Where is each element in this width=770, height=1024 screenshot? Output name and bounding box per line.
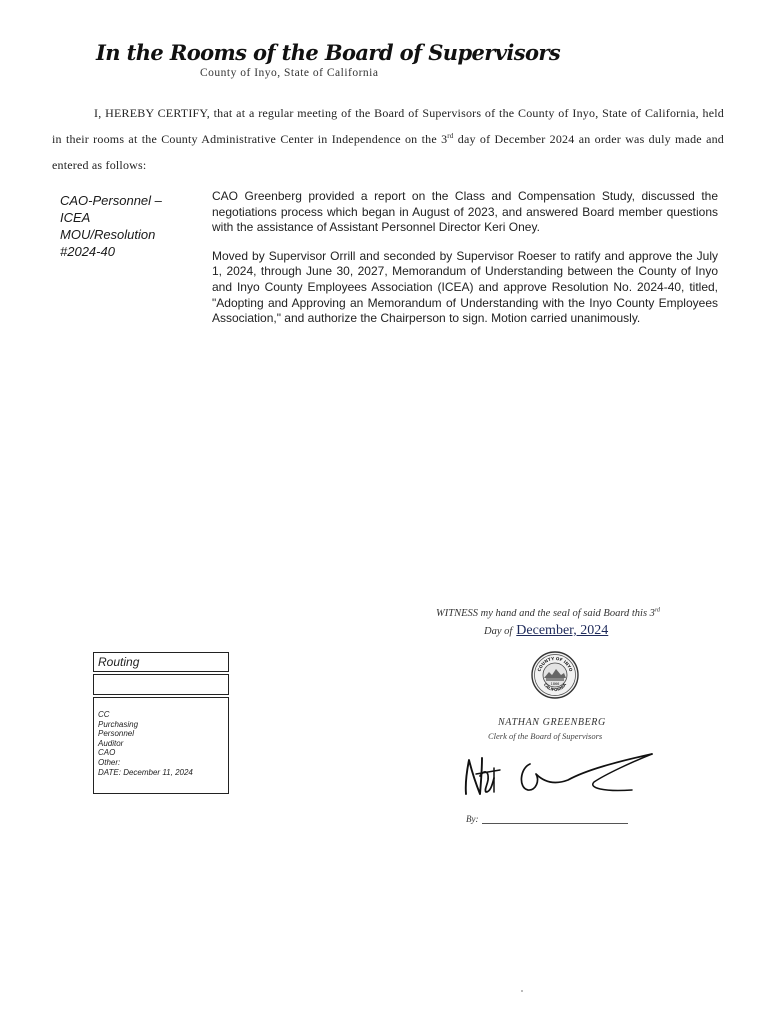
clerk-name: NATHAN GREENBERG [498,717,606,728]
agenda-item-label-line: #2024-40 [60,244,115,259]
certification-lead: I, HEREBY CERTIFY, that at a regular meeting of the Board of Supervisors of the County of Inyo, State of California, held in their rooms at the County Administrative Center in Independence on the 3 [52,106,724,146]
certification-ordinal: rd [447,132,454,140]
document-title: In the Rooms of the Board of Supervisors [96,40,561,65]
report-paragraph: CAO Greenberg provided a report on the Class and Compensation Study, discussed the negotiations process which began in August of 2023, and answered Board member questions with the assistance of Assistant Personnel Director Keri Oney. [212,189,718,235]
witness-ordinal: rd [654,607,661,614]
day-of-label: Day of [484,626,513,637]
svg-text:COUNTY OF INYO: COUNTY OF INYO [536,655,574,673]
signature-by-line [466,814,630,826]
agenda-item-label-line: ICEA [60,210,91,225]
routing-entry: CAO [98,748,116,758]
routing-list [93,697,229,794]
by-label: By: [466,814,479,824]
signature-rule [482,823,628,824]
svg-text:CALIFORNIA: CALIFORNIA [542,682,568,693]
certification-tail: day of December 2024 an order was duly made and entered as follows: [52,132,724,172]
agenda-item-label-line: MOU/Resolution [60,227,156,242]
routing-header: Routing [93,652,229,672]
agenda-item-label [60,192,200,260]
document-subtitle: County of Inyo, State of California [200,67,379,79]
svg-text:1866: 1866 [550,682,560,686]
handwritten-signature-icon [456,748,656,806]
scan-speck [521,990,523,992]
routing-entry: Auditor [98,738,124,748]
routing-entry: CC [98,710,110,719]
clerk-title: Clerk of the Board of Supervisors [488,731,603,741]
routing-entry: Purchasing [98,719,139,729]
witness-line: WITNESS my hand and the seal of said Board this 3 [436,608,655,619]
agenda-item-body [212,189,718,340]
routing-entry: Other: [98,757,121,767]
routing-blank-box [93,674,229,695]
routing-entry: Personnel [98,729,135,739]
agenda-item-label-line: CAO-Personnel – [60,193,162,208]
certification-paragraph [52,100,724,178]
witness-date: December, 2024 [516,623,609,638]
witness-date-line [484,623,608,639]
motion-paragraph: Moved by Supervisor Orrill and seconded by Supervisor Roeser to ratify and approve the July 1, 2024, through June 30, 2027, Memorandum of Understanding between the County of Inyo and Inyo County Employees Association (ICEA) and approve Resolution No. 2024-40, titled, "Adopting and Approving an Memorandum of Understanding with the Inyo County Employees Association," and authorize the Chairperson to sign. Motion carried unanimously. [212,248,718,326]
county-seal-icon [531,651,579,699]
witness-statement [436,608,696,619]
routing-entry: DATE: December 11, 2024 [98,767,193,777]
